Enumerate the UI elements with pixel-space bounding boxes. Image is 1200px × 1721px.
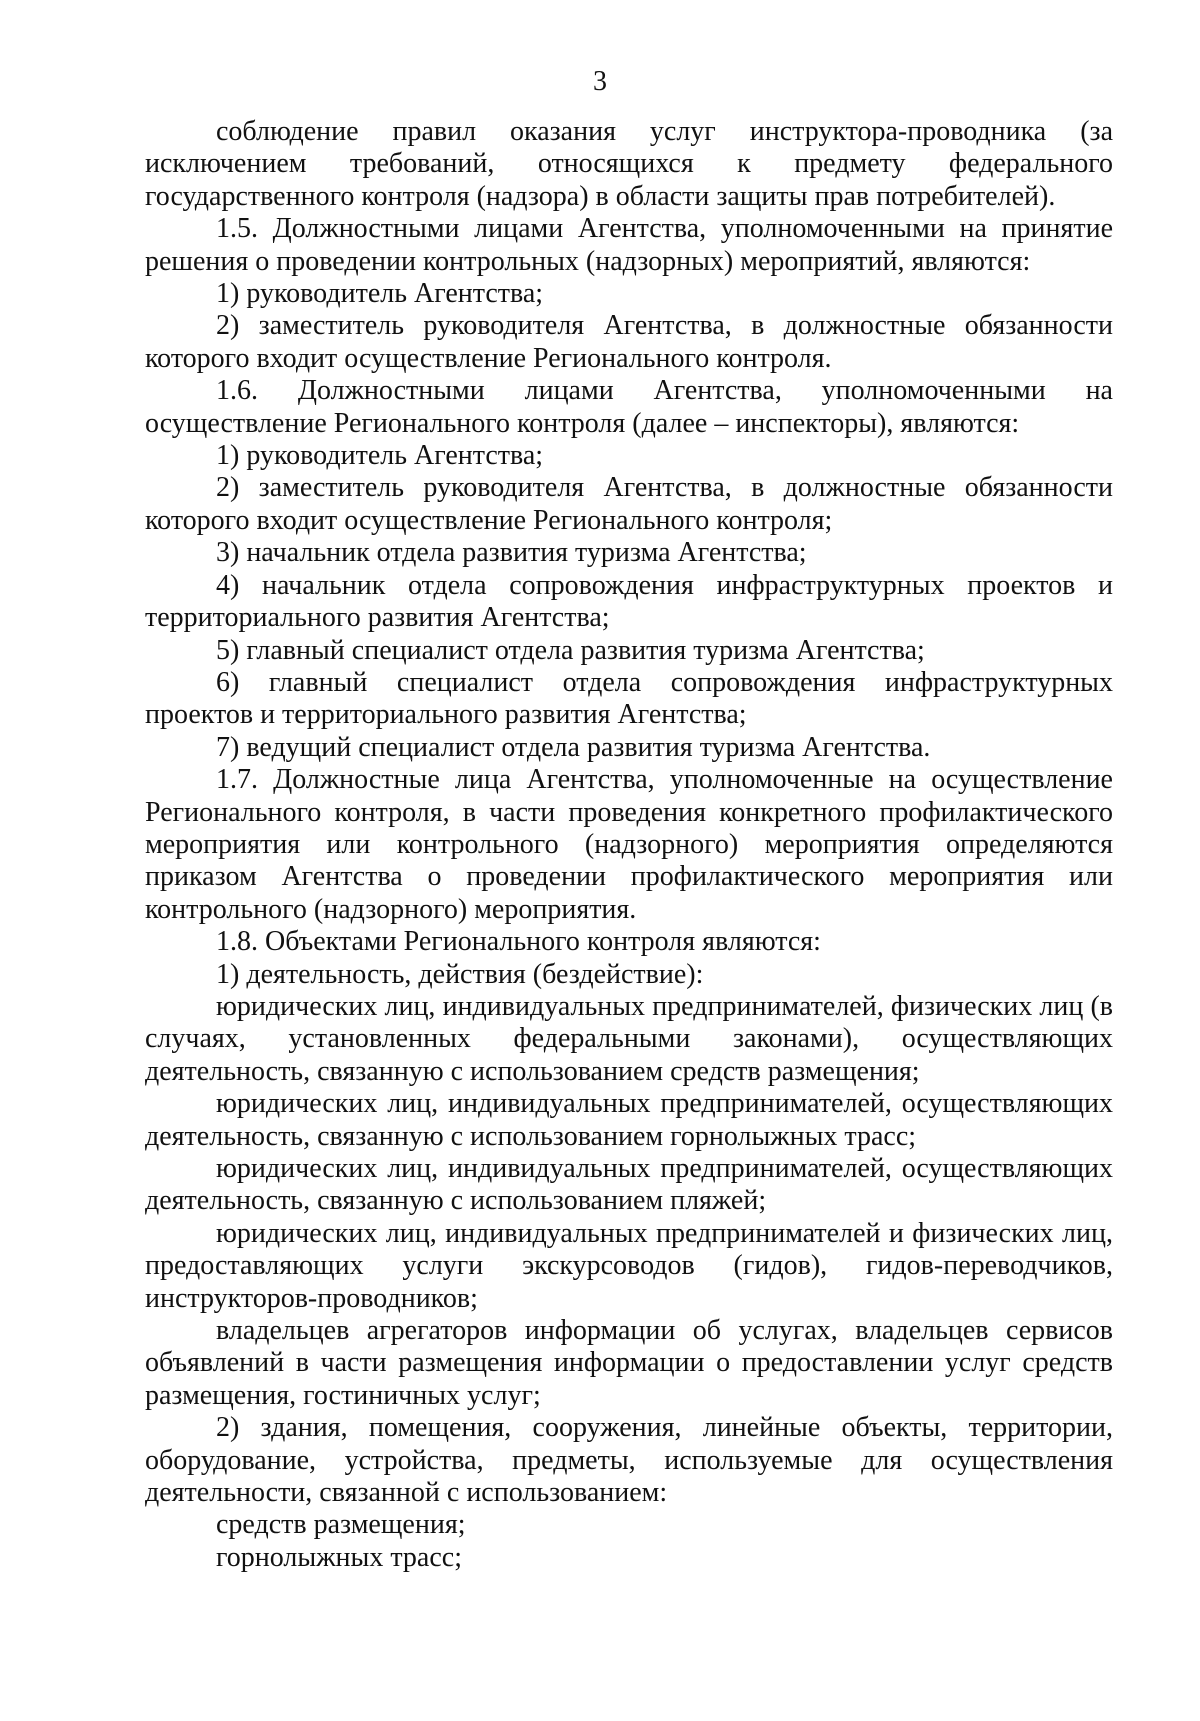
paragraph: 1.5. Должностными лицами Агентства, уполномоченными на принятие решения о проведении контрольных (надзорных) мероприятий, являются: [145,213,1113,277]
list-item: 5) главный специалист отдела развития туризма Агентства; [216,634,925,666]
document-body [145,116,1113,1574]
paragraph: соблюдение правил оказания услуг инструктора-проводника (за исключением требований, относящихся к предмету федерального государственного контроля (надзора) в области защиты прав потребителей). [145,116,1113,212]
sub-list-item: владельцев агрегаторов информации об услугах, владельцев сервисов объявлений в части размещения информации о предоставлении услуг средств размещения, гостиничных услуг; [145,1315,1113,1411]
sub-list-item: средств размещения; [216,1509,466,1541]
sub-list-item: юридических лиц, индивидуальных предпринимателей и физических лиц, предоставляющих услуги экскурсоводов (гидов), гидов-переводчиков, инструкторов-проводников; [145,1217,1113,1314]
sub-list-item: юридических лиц, индивидуальных предпринимателей, осуществляющих деятельность, связанную с использованием пляжей; [145,1153,1113,1217]
list-item: 2) заместитель руководителя Агентства, в должностные обязанности которого входит осуществление Регионального контроля; [145,472,1113,536]
list-item: 7) ведущий специалист отдела развития туризма Агентства. [216,731,931,763]
paragraph: 1.6. Должностными лицами Агентства, уполномоченными на осуществление Регионального контроля (далее – инспекторы), являются: [145,375,1113,439]
list-item: 2) заместитель руководителя Агентства, в должностные обязанности которого входит осуществление Регионального контроля. [145,310,1113,374]
sub-list-item: горнолыжных трасс; [216,1541,462,1573]
list-item: 1) руководитель Агентства; [216,440,544,472]
sub-list-item: юридических лиц, индивидуальных предпринимателей, физических лиц (в случаях, установленных федеральными законами), осуществляющих деятельность, связанную с использованием средств размещения; [145,990,1113,1087]
list-item: 3) начальник отдела развития туризма Агентства; [216,537,807,569]
page-number: 3 [593,66,607,97]
paragraph: 1.8. Объектами Регионального контроля являются: [216,926,821,958]
paragraph: 1.7. Должностные лица Агентства, уполномоченные на осуществление Регионального контроля, в части проведения конкретного профилактического мероприятия или контрольного (надзорного) мероприятия определяются приказом Агентства о проведении профилактического мероприятия или контрольного (надзорного) мероприятия. [145,764,1113,925]
list-item: 4) начальник отдела сопровождения инфраструктурных проектов и территориального развития Агентства; [145,569,1113,634]
sub-list-item: юридических лиц, индивидуальных предпринимателей, осуществляющих деятельность, связанную с использованием горнолыжных трасс; [145,1088,1113,1152]
list-item: 1) руководитель Агентства; [216,278,544,310]
list-item: 1) деятельность, действия (бездействие): [216,958,704,990]
list-item: 6) главный специалист отдела сопровождения инфраструктурных проектов и территориального развития Агентства; [145,666,1113,731]
list-item: 2) здания, помещения, сооружения, линейные объекты, территории, оборудование, устройства, предметы, используемые для осуществления деятельности, связанной с использованием: [145,1412,1113,1509]
